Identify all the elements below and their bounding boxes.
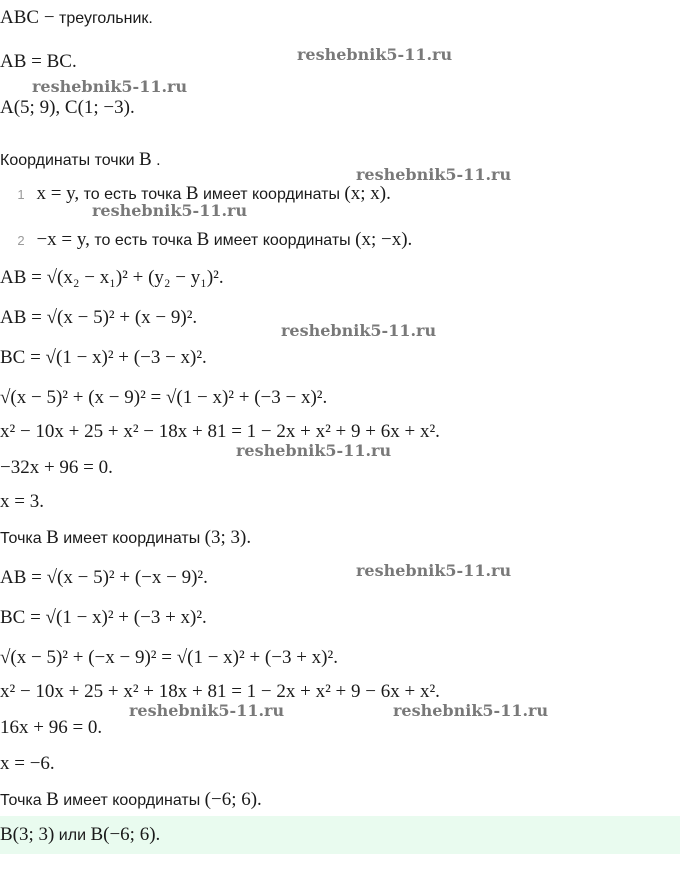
watermark: reshebnik5-11.ru: [236, 441, 392, 460]
result-case2: Точка B имеет координаты (−6; 6).: [0, 789, 262, 810]
equation-case2: √(x − 5)² + (−x − 9)² = √(1 − x)² + (−3 + x)².: [0, 647, 338, 668]
list-item: 1 x = y, то есть точка B имеет координаты (x; x).: [0, 182, 391, 207]
watermark: reshebnik5-11.ru: [92, 201, 248, 220]
list-number: 1: [17, 187, 25, 202]
watermark: reshebnik5-11.ru: [356, 165, 512, 184]
watermark: reshebnik5-11.ru: [129, 701, 285, 720]
given-points: A(5; 9), C(1; −3).: [0, 97, 135, 118]
given-equal-sides: AB = BC.: [0, 51, 77, 72]
simplified-case2: 16x + 96 = 0.: [0, 717, 103, 738]
watermark: reshebnik5-11.ru: [297, 45, 453, 64]
solution-case1: x = 3.: [0, 491, 44, 512]
result-case1: Точка B имеет координаты (3; 3).: [0, 527, 252, 548]
formula-bc-case1: BC = √(1 − x)² + (−3 − x)².: [0, 347, 207, 368]
list-item: 2 −x = y, то есть точка B имеет координаты (x; −x).: [0, 228, 412, 253]
equation-case1: √(x − 5)² + (x − 9)² = √(1 − x)² + (−3 − x)².: [0, 387, 328, 408]
watermark: reshebnik5-11.ru: [281, 321, 437, 340]
expanded-case2: x² − 10x + 25 + x² + 18x + 81 = 1 − 2x + x² + 9 − 6x + x².: [0, 681, 440, 702]
watermark: reshebnik5-11.ru: [356, 561, 512, 580]
formula-ab-case2: AB = √(x − 5)² + (−x − 9)².: [0, 567, 208, 588]
solution-case2: x = −6.: [0, 753, 55, 774]
simplified-case1: −32x + 96 = 0.: [0, 457, 113, 478]
formula-ab-case1: AB = √(x − 5)² + (x − 9)².: [0, 307, 198, 328]
list-number: 2: [17, 233, 25, 248]
final-answer: B(3; 3) или B(−6; 6).: [0, 824, 161, 845]
coordinates-heading: Координаты точки B .: [0, 149, 161, 170]
formula-bc-case2: BC = √(1 − x)² + (−3 + x)².: [0, 607, 207, 628]
formula-ab-general: AB = √(x₂ − x₁)² + (y₂ − y₁)².: [0, 267, 224, 288]
expanded-case1: x² − 10x + 25 + x² − 18x + 81 = 1 − 2x + x² + 9 + 6x + x².: [0, 421, 440, 442]
problem-statement: ABC − треугольник.: [0, 7, 153, 28]
watermark: reshebnik5-11.ru: [32, 77, 188, 96]
watermark: reshebnik5-11.ru: [393, 701, 549, 720]
